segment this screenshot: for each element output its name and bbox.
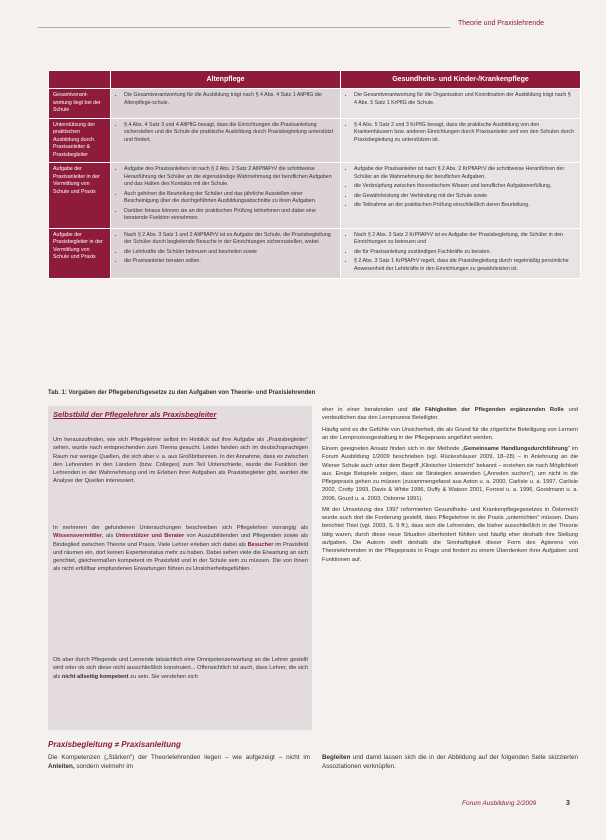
table-row — [49, 228, 581, 279]
bullet-list — [116, 232, 335, 266]
bullet-list — [116, 122, 335, 145]
bullet-list — [346, 92, 575, 107]
right-column — [322, 406, 578, 567]
right-paragraph-3 — [322, 445, 578, 503]
table-caption: Tab. 1: Vorgaben der Pflegeberufsgesetze zu den Aufgaben von Theorie- und Praxislehrenden — [48, 390, 316, 396]
list-item: • die Teilnahme an der praktischen Prüfung einschließlich deren Beurteilung. — [354, 202, 575, 210]
list-item: • Nach § 2 Abs. 3 Satz 2 KrPflAPrV ist es Aufgabe der Praxisbegleitung, die Schüler in den Einrichtungen zu betreuen und — [354, 232, 575, 247]
col-header-altenpflege: Altenpflege — [111, 71, 341, 89]
right-paragraph-1 — [322, 406, 578, 423]
section-heading: Praxisbegleitung ≠ Praxisanleitung — [48, 740, 181, 749]
bullet-list — [346, 232, 575, 274]
krankenpflege-cell — [341, 118, 581, 163]
altenpflege-cell — [111, 228, 341, 279]
emphasis-term: Unterstützer und Berater — [115, 533, 185, 540]
right-paragraph-2: Häufig wird es die Gefühle von Unsicherheit, die als Grund für die zögerliche Beteiligung von Lernern an der Lernprozessgestaltung in der Pflegepraxis angeführt werden. — [322, 426, 578, 441]
altenpflege-cell — [111, 89, 341, 119]
list-item: • § 4 Abs. 4 Satz 3 und 4 AltPflG besagt, dass die Einrichtungen die Praxisanleitung sicherstellen und die Schule die praktische Ausbildung durch Praxisbegleitung unterstützt und fördert. — [124, 122, 335, 145]
list-item: • § 4 Abs. 5 Satz 2 und 3 KrPflG besagt, dass die praktische Ausbildung von den Krankenhäusern bzw. anderen Einrichtungen durch Praxisanleiter und von den Schulen durch Praxisbegleitung zu unterstützen ist. — [354, 122, 575, 145]
altenpflege-cell — [111, 163, 341, 229]
list-item: • Auch gehören die Beurteilung der Schüler und das jährliche Ausstellen einer Bescheinigung über die durchgeführten Ausbildungsabschnitte zu ihren Aufgaben. — [124, 191, 335, 206]
box-paragraph-1: Um herauszufinden, wie sich Pflegelehrer selbst im Hinblick auf ihre Aufgabe als „Praxisbegleiter“ sehen, wurde nach entsprechenden zum Thema gesucht. Leider fanden sich im deutschsprachigen Raum nur wenige Quellen, die sich aber v. a. aus Großbritannien. In der Annahme, dass es zwischen den Lehrenden in den Ländern (bzw. Colleges) zum Teil Unterschiede, wurde die Funktion der Lehrenden in der Wahrnehmung und im Erleben ihrer Aufgaben als Praxisbegleiter gibt, wurden die Analyse der Quellen interessiert. — [53, 437, 308, 485]
journal-footer: Forum Ausbildung 2/2009 — [462, 800, 537, 807]
emphasis-term: die Fähigkeiten der Pflegenden ergänzenden Rolle — [412, 407, 564, 413]
list-item: • die Lehrkräfte die Schüler betreuen und beurteilen sowie — [124, 249, 335, 257]
box-text: zu sein. Sie verstehen sich — [128, 673, 198, 680]
box-title: Selbstbild der Pflegelehrer als Praxisbegleiter — [53, 410, 217, 419]
row-label: Aufgabe der Praxisanleiter in der Vermittlung von Schule und Praxis — [49, 163, 111, 229]
row-label: Gesamtverant-wortung liegt bei der Schule — [49, 89, 111, 119]
sidebar-box — [48, 406, 312, 730]
box-text: Ob aber durch Pflegende und Lernende tatsächlich eine Omnipotenzerwartung an die Lehrer gestellt wird oder ob sich diese nicht ausschließlich konstruiert... Offensichtlich ist auch, dass Lehrer, die sich als — [53, 657, 308, 680]
box-text: In mehreren der gefundenen Untersuchungen beschreiben sich Pflegelehrer vorrangig als — [53, 525, 308, 531]
body-text: und damit lassen sich die in der Abbildung auf der folgenden Seite skizzierten Assoziationen verknüpfen. — [322, 754, 578, 771]
corner-cell — [49, 71, 111, 89]
table-header-row — [49, 71, 581, 89]
regulations-table — [48, 70, 581, 279]
list-item: • Aufgabe des Praxisanleiters ist nach § 2 Abs. 2 Satz 2 AltPflAPrV die schrittweise Heranführung der Schüler an die eigenständige Wahrnehmung der beruflichen Aufgaben und das Halten des Kontakts mit der Schule. — [124, 166, 335, 189]
bottom-right-text — [322, 753, 578, 771]
box-text: , als — [101, 533, 116, 540]
bottom-left-text — [48, 753, 310, 771]
krankenpflege-cell — [341, 228, 581, 279]
box-paragraph-3 — [53, 656, 308, 681]
table-row — [49, 89, 581, 119]
list-item: • Darüber hinaus können sie an der praktischen Prüfung teilnehmen und dabei eine beratende Funktion einnehmen. — [124, 208, 335, 223]
box-text: von Auszubildenden und Pflegenden sowie als Bindeglied zwischen Theorie und Praxis. Viele Lehrer erleben sich dabei als — [53, 533, 308, 548]
list-item: • Aufgabe der Praxisanleiter ist nach § 2 Abs. 2 KrPflAPrV die schrittweise Heranführen der Schüler an die Wahrnehmung der beruflichen Aufgaben, — [354, 166, 575, 181]
row-label: Unterstützung der praktischen Ausbildung durch Praxisanleiter & Praxisbegleiter — [49, 118, 111, 163]
emphasis-term: Anleiten, — [48, 763, 75, 771]
emphasis-term: Besucher — [247, 541, 274, 548]
emphasis-term: nicht allseitig kompetent — [61, 673, 129, 680]
list-item: • Die Gesamtverantwortung für die Organisation und Koordination der Ausbildung trägt nach § 4 Abs. 5 Satz 1 KrPflG die Schule. — [354, 92, 575, 107]
row-label: Aufgabe der Praxisbegleiter in der Vermittlung von Schule und Praxis — [49, 228, 111, 279]
box-paragraph-2 — [53, 524, 308, 574]
box-text: im Praxisfeld und räumen ein, dort keinen Expertenstatus mehr zu haben. Dabei sehen viele die Erwartung an sich gerichtet, gleichermaßen kompetent im Praxisfeld und in der Schule sein zu müssen. Die von ihnen als nicht erfüllbar empfundenen Erwartungen führen zu Unsicherheitsgefühlen. — [53, 541, 308, 573]
body-text: Einem geeigneten Ansatz finden sich in der Methode „ — [322, 446, 464, 453]
table-row — [49, 118, 581, 163]
body-text: “ im Forum Ausbildung 1/2009 beschrieben (vgl. Rückeshäuser 2009, 18–28) – in Anlehnung an die Wiener Schule auch unter dem Begriff „Klinischer Unterricht“ bekannt – erziehen sie nach Möglichkeit aus. Einige Beispiele zeigen, dass sie Strategien anwenden („Anreden suchen“), um nicht in die Pflegepraxis gehen zu müssen (zusammengefasst aus Aston u. a. 2000, Carlisle u. a. 1997, Carlisle 2002, Crotty 1993, Davis & White 1996, Duffy & Watson 2001, Forrest u. a. 1996, Goodmann u. a. 2006, Gruzd u. a. 2003, Osborne 1991). — [322, 446, 578, 502]
list-item: • die Praxisanleiter beraten sollen. — [124, 258, 335, 266]
body-text: und verdeutlichen das den Lernprozess Beteiligter. — [322, 407, 578, 422]
emphasis-term: Gemeinsame Handlungsdurchführung — [463, 446, 568, 453]
emphasis-term: Wissensvermittler — [53, 533, 102, 540]
emphasis-term: Begleiten — [322, 754, 351, 761]
list-item: • § 2 Abs. 3 Satz 1 KrPflAPrV regelt, dass die Praxisbegleitung durch regelmäßig persönliche Anwesenheit der Lehrkräfte in den Einrichtungen zu gewährleisten ist. — [354, 258, 575, 273]
header-rule — [38, 27, 450, 28]
body-text: Die Kompetenzen („Stärken“) der Theorielehrenden liegen – wie aufgezeigt – nicht im — [48, 754, 310, 761]
altenpflege-cell — [111, 118, 341, 163]
running-header: Theorie und Praxislehrende — [458, 20, 544, 27]
bullet-list — [346, 166, 575, 210]
col-header-krankenpflege: Gesundheits- und Kinder-/Krankenpflege — [341, 71, 581, 89]
list-item: • die Verknüpfung zwischen theoretischem Wissen und beruflicher Aufgabenerfüllung, — [354, 183, 575, 191]
page-number: 3 — [566, 800, 570, 807]
bullet-list — [346, 122, 575, 145]
body-text: eher in einer beratenden und — [322, 407, 413, 413]
list-item: • die Gewährleistung der Verbindung mit der Schule sowie — [354, 193, 575, 201]
krankenpflege-cell — [341, 163, 581, 229]
list-item: • Die Gesamtverantwortung für die Ausbildung trägt nach § 4 Abs. 4 Satz 1 AltPflG die Altenpflege-schule. — [124, 92, 335, 107]
table-row — [49, 163, 581, 229]
bullet-list — [116, 166, 335, 223]
right-paragraph-4: Mit der Umsetzung des 1997 reformierten Gesundheits- und Krankenpflegegesetzes in Österreich wurde auch dort die Forderung gestellt, dass Pflegelehrer in der Praxis „unterrichten“ müssen. Dazu berichtet Thiel (vgl. 2003, S. 9 ff.), dass sich die Lehrenden, die bisher ausschließlich in der Theorie tätig waren, durch diese neue Situation überfordert fühlten und häufig eher deshalb ihre Stellung aufgaben. Die Autorin stellt deshalb die Sinnhaftigkeit dieser Form des Agierens von Theorielehrenden in der Pflegepraxis in Frage und fordert zu einem Überdenken ihrer Aufgaben und Funktionen auf. — [322, 506, 578, 563]
list-item: • Nach § 2 Abs. 3 Satz 1 und 2 AltPflAPrV ist es Aufgabe der Schule, die Praxisbegleitung der Schüler durch begleitende Besuche in der Einrichtungen sicherzustellen, wobei — [124, 232, 335, 247]
body-text: sondern vielmehr im — [74, 763, 134, 771]
bullet-list — [116, 92, 335, 107]
krankenpflege-cell — [341, 89, 581, 119]
table-body — [49, 89, 581, 279]
list-item: • die für Praxisanleitung zuständigen Fachkräfte zu beraten. — [354, 249, 575, 257]
